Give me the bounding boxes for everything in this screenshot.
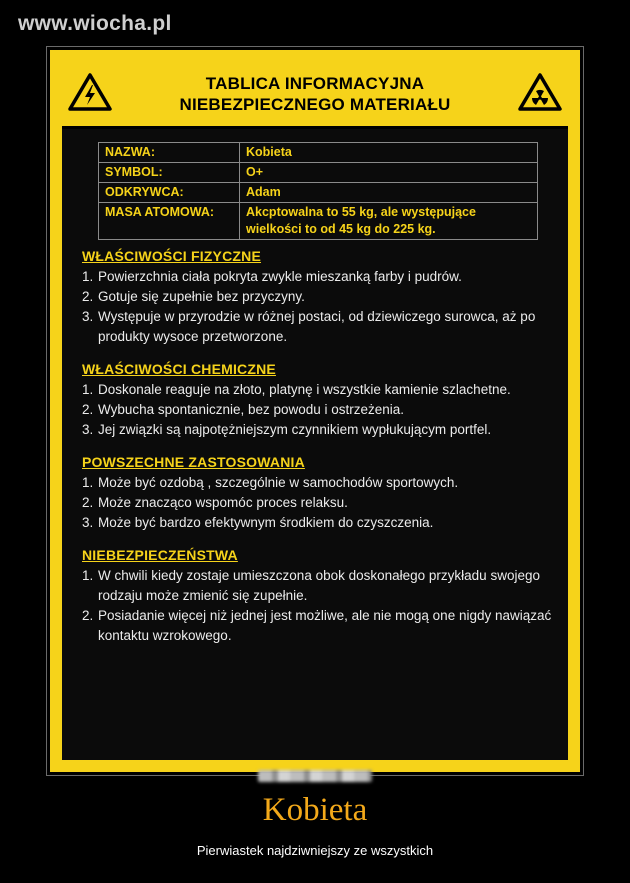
list-item: 1. Doskonale reaguje na złoto, platynę i wszystkie kamienie szlachetne. — [82, 382, 511, 397]
list-item: 1. Może być ozdobą , szczególnie w samochodów sportowych. — [82, 475, 459, 490]
list-item: 3. Może być bardzo efektywnym środkiem do czyszczenia. — [82, 515, 434, 530]
table-value: Akcptowalna to 55 kg, ale występujące wielkości to od 45 kg do 225 kg. — [240, 203, 538, 240]
section-title: POWSZECHNE ZASTOSOWANIA — [82, 454, 305, 470]
section-title: NIEBEZPIECZEŃSTWA — [82, 547, 238, 563]
list-item: 2. Może znacząco wspomóc proces relaksu. — [82, 495, 348, 510]
info-panel — [62, 62, 568, 760]
list-item: 2. Gotuje się zupełnie bez przyczyny. — [82, 289, 305, 304]
table-key: SYMBOL: — [99, 163, 240, 183]
section-chemical — [82, 361, 562, 440]
caption-subtitle: Pierwiastek najdziwniejszy ze wszystkich — [196, 843, 434, 858]
table-key: ODKRYWCA: — [99, 183, 240, 203]
electric-hazard-icon — [68, 72, 112, 112]
list-item: 1. W chwili kiedy zostaje umieszczona obok doskonałego przykładu swojego rodzaju może zmienić się zupełnie. — [82, 568, 540, 603]
section-physical — [82, 248, 562, 347]
poster — [50, 50, 580, 772]
table-value: O+ — [240, 163, 538, 183]
panel-title — [179, 73, 450, 115]
caption-title: Kobieta — [262, 792, 368, 828]
table-row — [99, 143, 538, 163]
list-item: 2. Wybucha spontanicznie, bez powodu i ostrzeżenia. — [82, 402, 405, 417]
blurred-credit — [258, 770, 372, 782]
list-item: 3. Występuje w przyrodzie w różnej postaci, od dziewiczego surowca, aż po produkty wysoce przetworzone. — [82, 309, 536, 344]
watermark: www.wiocha.pl — [18, 12, 172, 35]
table-row — [99, 203, 538, 240]
section-uses — [82, 454, 562, 533]
section-title: WŁAŚCIWOŚCI FIZYCZNE — [82, 248, 261, 264]
table-key: NAZWA: — [99, 143, 240, 163]
table-row — [99, 163, 538, 183]
section-dangers — [82, 547, 562, 646]
list-item: 1. Powierzchnia ciała pokryta zwykle mieszanką farby i pudrów. — [82, 269, 462, 284]
table-value: Adam — [240, 183, 538, 203]
table-row — [99, 183, 538, 203]
panel-title-line1: TABLICA INFORMACYJNA — [205, 74, 425, 93]
list-item: 2. Posiadanie więcej niż jednej jest możliwe, ale nie mogą one nigdy nawiązać kontaktu wzrokowego. — [82, 608, 552, 643]
section-title: WŁAŚCIWOŚCI CHEMICZNE — [82, 361, 276, 377]
radiation-hazard-icon — [518, 72, 562, 112]
panel-header — [62, 62, 568, 129]
panel-title-line2: NIEBEZPIECZNEGO MATERIAŁU — [179, 95, 451, 114]
table-key: MASA ATOMOWA: — [99, 203, 240, 240]
sections — [82, 248, 562, 660]
poster-frame — [46, 46, 584, 776]
list-item: 3. Jej związki są najpotężniejszym czynnikiem wypłukującym portfel. — [82, 422, 492, 437]
table-value: Kobieta — [240, 143, 538, 163]
info-table — [98, 142, 538, 240]
